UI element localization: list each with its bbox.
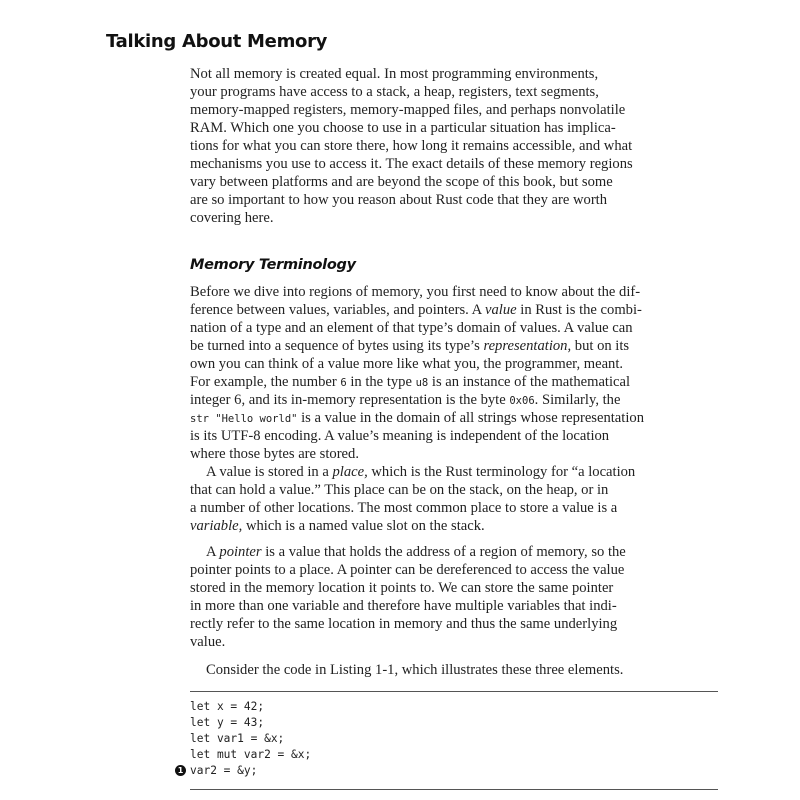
subsection-heading: Memory Terminology [190,257,356,273]
text-line: rectly refer to the same location in memory and thus the same underlying [190,616,618,632]
text-line: A pointer is a value that holds the address of a region of memory, so the [206,544,626,560]
inline-code: 0x06 [509,395,535,407]
text-line: covering here. [190,210,274,226]
text-line: stored in the memory location it points to. We can store the same pointer [190,580,614,596]
text-line: variable, which is a named value slot on the stack. [190,518,485,534]
text-line: own you can think of a value more like what you, the programmer, meant. [190,356,624,372]
code-line: let mut var2 = &x; [190,748,312,761]
code-line: let y = 43; [190,716,265,729]
inline-code: 6 [340,377,347,389]
code-line: let var1 = &x; [190,732,285,745]
listing-top-rule [190,691,718,692]
text-line: vary between platforms and are beyond the scope of this book, but some [190,174,613,190]
text-line: tions for what you can store there, how long it remains accessible, and what [190,138,633,154]
text-line: Not all memory is created equal. In most programming environments, [190,66,599,82]
text-line: a number of other locations. The most common place to store a value is a [190,500,618,516]
text-line: that can hold a value.” This place can be on the stack, on the heap, or in [190,482,609,498]
inline-code: u8 [415,377,429,389]
inline-code: str "Hello world" [190,413,298,425]
text-line: For example, the number 6 in the type u8 is an instance of the mathematical [190,374,631,390]
text-line: str "Hello world" is a value in the domain of all strings whose representation [190,410,644,426]
text-line: be turned into a sequence of bytes using its type’s representation, but on its [190,338,630,354]
callout-marker: 1 [175,765,186,776]
text-line: is its UTF-8 encoding. A value’s meaning is independent of the location [190,428,610,444]
text-line: integer 6, and its in-memory representation is the byte 0x06. Similarly, the [190,392,621,408]
text-line: Consider the code in Listing 1-1, which illustrates these three elements. [206,662,624,678]
text-line: your programs have access to a stack, a heap, registers, text segments, [190,84,599,100]
text-line: memory-mapped registers, memory-mapped files, and perhaps nonvolatile [190,102,626,118]
text-line: mechanisms you use to access it. The exact details of these memory regions [190,156,633,172]
code-line: let x = 42; [190,700,265,713]
text-line: are so important to how you reason about Rust code that they are worth [190,192,608,208]
text-line: RAM. Which one you choose to use in a particular situation has implica- [190,120,616,136]
text-line: where those bytes are stored. [190,446,359,462]
text-line: nation of a type and an element of that type’s domain of values. A value can [190,320,633,336]
text-line: in more than one variable and therefore have multiple variables that indi- [190,598,617,614]
listing-bottom-rule [190,789,718,790]
section-heading: Talking About Memory [106,31,328,52]
text-line: A value is stored in a place, which is the Rust terminology for “a location [206,464,636,480]
code-line: var2 = &y; [190,764,258,777]
text-line: Before we dive into regions of memory, you first need to know about the dif- [190,284,641,300]
text-line: ference between values, variables, and pointers. A value in Rust is the combi- [190,302,642,318]
text-line: pointer points to a place. A pointer can be dereferenced to access the value [190,562,625,578]
text-line: value. [190,634,226,650]
